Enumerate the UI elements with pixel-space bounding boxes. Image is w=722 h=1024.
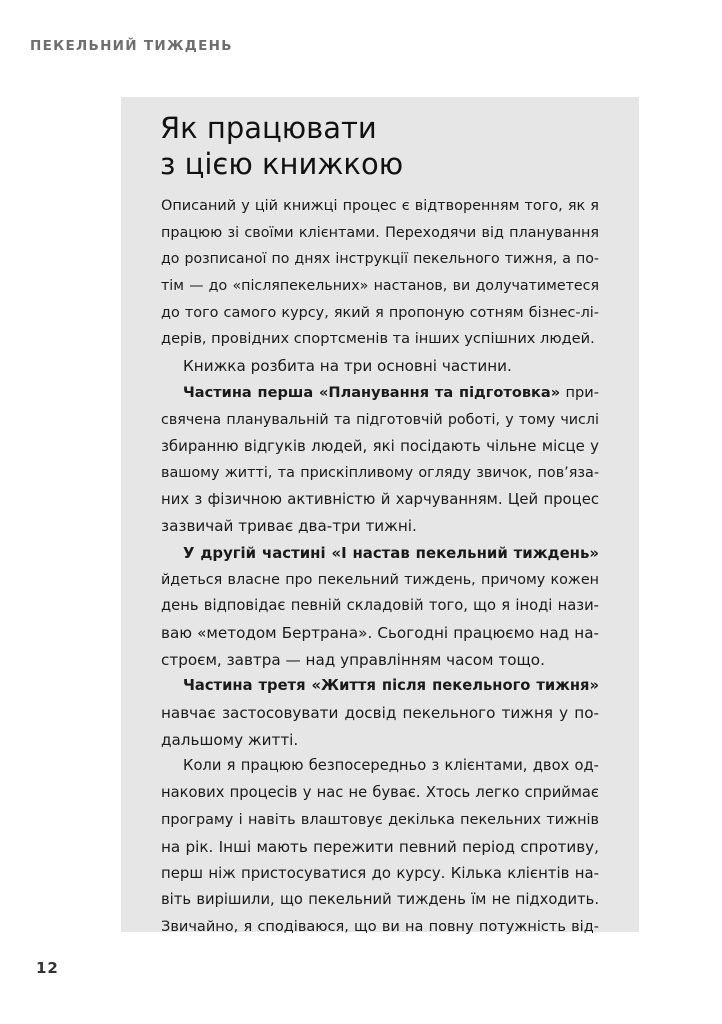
- sidebar-title-line: Як працювати: [160, 111, 377, 145]
- text-line: Частина перша «Планування та підготовка» при-: [183, 383, 599, 401]
- sidebar-body: [161, 193, 599, 940]
- text-line: до розписаної по днях інструкції пекельного тижня, а по-: [161, 251, 599, 268]
- text-line: накових процесів у нас не буває. Хтось легко сприймає: [161, 784, 599, 802]
- text-line: строєм, завтра — над управлінням часом тощо.: [161, 650, 545, 669]
- text-line: Звичайно, я сподіваюся, що ви на повну потужність від-: [161, 918, 599, 935]
- text-line: Коли я працюю безпосередньо з клієнтами, двох од-: [183, 757, 599, 775]
- text-line: ваю «методом Бертрана». Сьогодні працюємо над на-: [161, 624, 599, 642]
- text-line: день відповідає певній складовій того, що я іноді нази-: [161, 597, 599, 615]
- text-line: на рік. Інші мають пережити певний період спротиву,: [161, 837, 599, 856]
- part-heading: У другій частині «І настав пекельний тиждень»: [183, 543, 599, 562]
- text-line: [161, 540, 599, 567]
- text-line: них з фізичною активністю й харчуванням. Цей процес: [161, 490, 599, 508]
- text-line: до того самого курсу, який я пропоную сотням бізнес-лі-: [161, 304, 599, 321]
- text-line: свячена планувальній та підготовчій роботі, у тому числі: [161, 411, 599, 428]
- text-line: дерів, провідних спортсменів та інших успішних людей.: [161, 330, 595, 348]
- text-line: збиранню відгуків людей, які посідають чільне місце у: [161, 437, 599, 456]
- page-number: 12: [36, 959, 59, 977]
- part-heading: Частина перша «Планування та підготовка»: [183, 383, 561, 401]
- text-line: дальшому житті.: [161, 730, 299, 749]
- text-line: перш ніж пристосуватися до курсу. Кілька клієнтів на-: [161, 864, 599, 883]
- text-line: програму і навіть влаштовує декілька пекельних тижнів: [161, 811, 599, 828]
- text-line: зазвичай триває два-три тижні.: [161, 517, 417, 536]
- text-line: працюю зі своїми клієнтами. Переходячи від планування: [161, 224, 599, 241]
- text-line: навчає застосовувати досвід пекельного тижня у по-: [161, 704, 599, 723]
- text-line: [161, 673, 599, 700]
- part-heading: Частина третя «Життя після пекельного тижня»: [183, 677, 599, 695]
- text-line: Описаний у цій книжці процес є відтворенням того, як я: [161, 198, 599, 214]
- text-line: Книжка розбита на три основні частини.: [183, 357, 512, 376]
- text-line: тім — до «післяпекельних» настанов, ви долучатиметеся: [161, 278, 599, 295]
- text-line: віть вирішили, що пекельний тиждень їм не підходить.: [161, 890, 599, 908]
- text-line: йдеться власне про пекельний тиждень, причому кожен: [161, 571, 599, 588]
- text-line: вашому житті, та прискіпливому огляду звичок, пов’яза-: [161, 464, 599, 481]
- running-head: ПЕКЕЛЬНИЙ ТИЖДЕНЬ: [30, 38, 233, 54]
- sidebar-title: [160, 110, 620, 182]
- sidebar-title-line: з цією книжкою: [160, 147, 404, 181]
